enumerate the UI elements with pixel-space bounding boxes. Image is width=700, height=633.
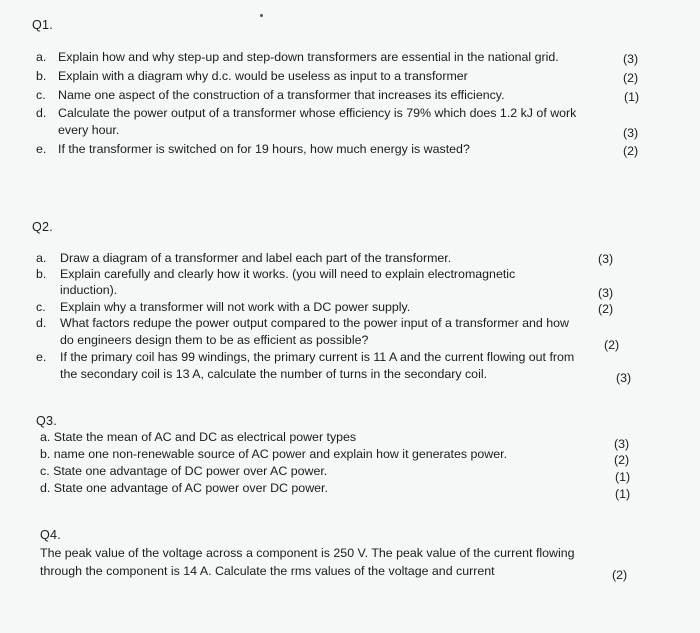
q2-b-text-2: induction). [60,283,118,297]
q2-c-marks: (2) [598,302,614,316]
q2-heading: Q2. [32,220,53,234]
q2-d-marks: (2) [604,338,620,352]
q1-a-text: Explain how and why step-up and step-down transformers are essential in the national grid. [58,50,559,64]
q2-e-text-1: If the primary coil has 99 windings, the primary current is 11 A and the current flowing out from [60,350,575,364]
q1-a-label: a. [36,50,47,64]
q1-b-marks: (2) [623,71,639,85]
q2-e-label: e. [36,350,47,364]
q1-d-text-1: Calculate the power output of a transformer whose efficiency is 79% which does 1.2 kJ of work [58,106,577,120]
q2-b-label: b. [36,267,47,281]
q4-marks: (2) [612,568,628,582]
q1-b-text: Explain with a diagram why d.c. would be useless as input to a transformer [58,69,468,83]
q4-heading: Q4. [40,528,61,542]
q1-d-text-2: every hour. [58,123,120,137]
q1-c-text: Name one aspect of the construction of a transformer that increases its efficiency. [58,88,505,102]
q3-d-text: d. State one advantage of AC power over DC power. [40,481,328,495]
q1-e-marks: (2) [623,144,639,158]
q2-d-label: d. [36,316,47,330]
q4-text-1: The peak value of the voltage across a component is 250 V. The peak value of the current flowing [40,546,575,560]
q1-heading: Q1. [32,18,53,32]
speck [260,14,263,17]
q3-heading: Q3. [36,414,57,428]
q1-e-label: e. [36,142,47,156]
q3-b-text: b. name one non-renewable source of AC power and explain how it generates power. [40,447,508,461]
q1-c-marks: (1) [624,90,640,104]
q4-text-2: through the component is 14 A. Calculate the rms values of the voltage and current [40,564,495,578]
q2-d-text-1: What factors redupe the power output compared to the power input of a transformer and how [60,316,569,330]
q3-a-text: a. State the mean of AC and DC as electrical power types [40,430,357,444]
q2-b-marks: (3) [598,286,614,300]
q2-d-text-2: do engineers design them to be as efficient as possible? [60,333,369,347]
q3-c-marks: (1) [615,470,631,484]
q2-c-text: Explain why a transformer will not work with a DC power supply. [60,300,411,314]
q3-c-text: c. State one advantage of DC power over AC power. [40,464,328,478]
q2-b-text-1: Explain carefully and clearly how it works. (you will need to explain electromagnetic [60,267,516,281]
q2-a-text: Draw a diagram of a transformer and label each part of the transformer. [60,251,452,265]
q1-d-marks: (3) [623,126,639,140]
q3-b-marks: (2) [614,453,630,467]
q2-e-text-2: the secondary coil is 13 A, calculate the number of turns in the secondary coil. [60,367,488,381]
q3-a-marks: (3) [614,437,630,451]
q2-c-label: c. [36,300,46,314]
q2-e-marks: (3) [616,371,632,385]
q3-d-marks: (1) [615,487,631,501]
q2-a-label: a. [36,251,47,265]
q2-a-marks: (3) [598,252,614,266]
q1-c-label: c. [36,88,46,102]
q1-a-marks: (3) [623,52,639,66]
q1-e-text: If the transformer is switched on for 19 hours, how much energy is wasted? [58,142,470,156]
q1-b-label: b. [36,69,47,83]
q1-d-label: d. [36,106,47,120]
